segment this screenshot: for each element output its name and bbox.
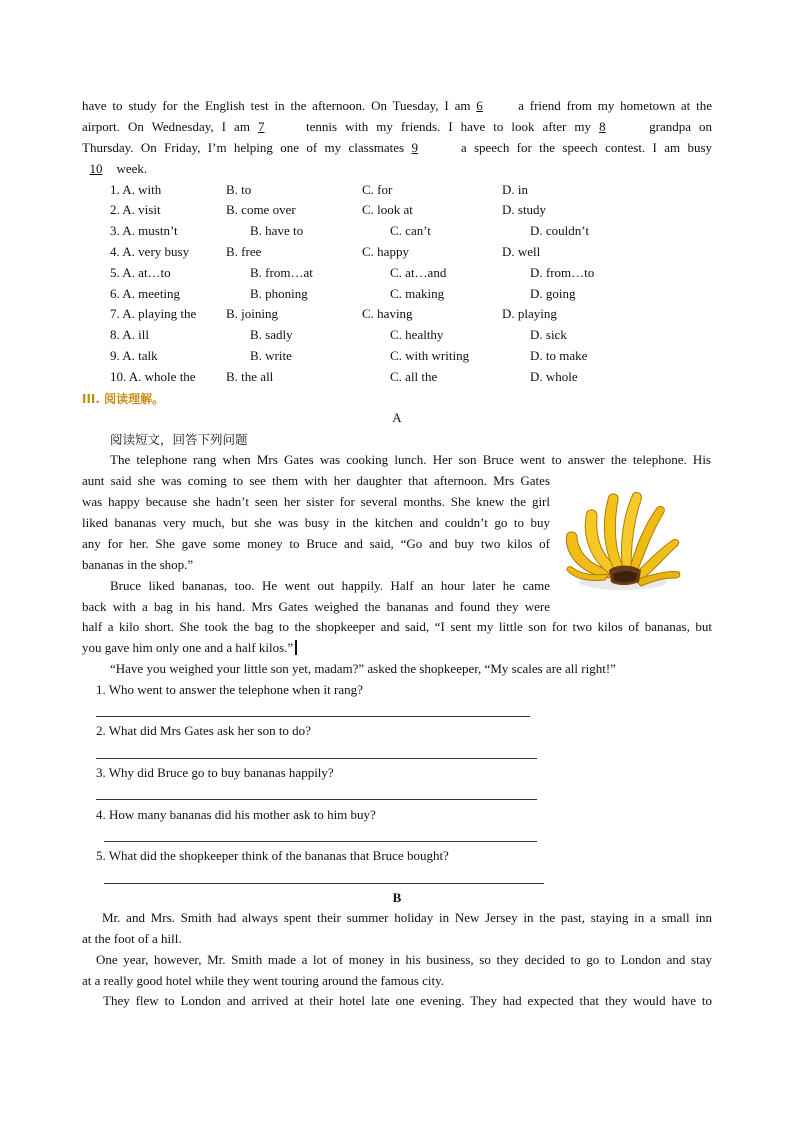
choice-10-c[interactable]: C. all the: [390, 369, 438, 384]
passage-a-line: aunt said she was coming to see them with her daughter that afternoon. Mrs Gates: [82, 473, 550, 488]
question-4: 4. How many bananas did his mother ask to him buy?: [96, 807, 376, 822]
answer-line-1[interactable]: [96, 716, 530, 717]
choice-7-d[interactable]: D. playing: [502, 306, 557, 321]
blank-6[interactable]: 6: [476, 98, 483, 113]
answer-line-2[interactable]: [96, 758, 537, 759]
passage-b-line: One year, however, Mr. Smith made a lot of money in his business, so they decided to go to London and stay: [96, 952, 712, 967]
passage-a-line: The telephone rang when Mrs Gates was cooking lunch. Her son Bruce went to answer the telephone. His: [110, 452, 711, 467]
part-b-label: B: [392, 890, 402, 905]
question-3: 3. Why did Bruce go to buy bananas happily?: [96, 765, 334, 780]
choice-7-b[interactable]: B. joining: [226, 306, 279, 321]
choice-1-c[interactable]: C. for: [362, 182, 393, 197]
choice-4-a[interactable]: 4. A. very busy: [110, 244, 190, 259]
passage-b-line: Mr. and Mrs. Smith had always spent their summer holiday in New Jersey in the past, staying in a small inn: [102, 910, 712, 925]
choice-4-d[interactable]: D. well: [502, 244, 541, 259]
choice-3-c[interactable]: C. can’t: [390, 223, 431, 238]
choice-9-d[interactable]: D. to make: [530, 348, 588, 363]
choice-2-b[interactable]: B. come over: [226, 202, 296, 217]
choice-5-b[interactable]: B. from…at: [250, 265, 313, 280]
passage-b-line: They flew to London and arrived at their hotel late one evening. They had expected that they would have to: [103, 993, 712, 1008]
passage-a-line: half a kilo short. She took the bag to the shopkeeper and said, “I sent my little son for two kilos of bananas, but: [82, 619, 712, 634]
choice-10-d[interactable]: D. whole: [530, 369, 578, 384]
choice-2-c[interactable]: C. look at: [362, 202, 413, 217]
choice-8-a[interactable]: 8. A. ill: [110, 327, 150, 342]
passage-line-2: airport. On Wednesday, I am 7 tennis with my friends. I have to look after my 8 grandpa on: [82, 119, 713, 134]
passage-a-line: back with a bag in his hand. Mrs Gates weighed the bananas and found they were: [82, 599, 550, 614]
passage-a-line: liked bananas very much, but she was busy in the kitchen and couldn’t go to buy: [82, 515, 550, 530]
text-cursor: [295, 640, 297, 655]
choice-2-d[interactable]: D. study: [502, 202, 547, 217]
passage-b-line: at a really good hotel while they went touring around the famous city.: [82, 973, 444, 988]
choice-8-d[interactable]: D. sick: [530, 327, 567, 342]
part-a-label: A: [392, 410, 402, 425]
passage-line-4: 10 week.: [82, 161, 712, 177]
part-a-instruction: 阅读短文，回答下列问题: [110, 432, 248, 447]
choice-2-a[interactable]: 2. A. visit: [110, 202, 161, 217]
choice-6-c[interactable]: C. making: [390, 286, 445, 301]
question-5: 5. What did the shopkeeper think of the bananas that Bruce bought?: [96, 848, 449, 863]
choice-8-c[interactable]: C. healthy: [390, 327, 444, 342]
answer-line-5[interactable]: [104, 883, 544, 884]
passage-a-line: bananas in the shop.”: [82, 557, 194, 572]
passage-b-line: at the foot of a hill.: [82, 931, 182, 946]
choice-9-c[interactable]: C. with writing: [390, 348, 470, 363]
passage-line-3: Thursday. On Friday, I’m helping one of my classmates 9 a speech for the speech contest. I am busy: [82, 140, 713, 155]
choice-7-a[interactable]: 7. A. playing the: [110, 306, 197, 321]
passage-a-line: was happy because she hadn’t seen her sister for several months. She knew the girl: [82, 494, 550, 509]
blank-10[interactable]: 10: [89, 161, 103, 176]
blank-9[interactable]: 9: [411, 140, 418, 155]
choice-3-d[interactable]: D. couldn’t: [530, 223, 589, 238]
choice-7-c[interactable]: C. having: [362, 306, 413, 321]
question-2: 2. What did Mrs Gates ask her son to do?: [96, 723, 311, 738]
choice-3-b[interactable]: B. have to: [250, 223, 304, 238]
choice-6-d[interactable]: D. going: [530, 286, 576, 301]
section-title: III. 阅读理解。: [82, 392, 165, 406]
blank-8[interactable]: 8: [599, 119, 606, 134]
passage-a-line: Bruce liked bananas, too. He went out happily. Half an hour later he came: [110, 578, 550, 593]
passage-line-1: have to study for the English test in the afternoon. On Tuesday, I am 6 a friend from my hometown at the: [82, 98, 713, 113]
choice-5-d[interactable]: D. from…to: [530, 265, 595, 280]
answer-line-4[interactable]: [104, 841, 537, 842]
choice-6-b[interactable]: B. phoning: [250, 286, 308, 301]
choice-1-d[interactable]: D. in: [502, 182, 528, 197]
choice-3-a[interactable]: 3. A. mustn’t: [110, 223, 178, 238]
choice-4-c[interactable]: C. happy: [362, 244, 409, 259]
choice-10-a[interactable]: 10. A. whole the: [110, 369, 196, 384]
choice-1-a[interactable]: 1. A. with: [110, 182, 162, 197]
blank-7[interactable]: 7: [257, 119, 265, 134]
choice-8-b[interactable]: B. sadly: [250, 327, 293, 342]
choice-4-b[interactable]: B. free: [226, 244, 262, 259]
passage-a-line: any for her. She gave some money to Bruce and said, “Go and buy two kilos of: [82, 536, 550, 551]
question-1: 1. Who went to answer the telephone when it rang?: [96, 682, 363, 697]
choice-6-a[interactable]: 6. A. meeting: [110, 286, 181, 301]
choice-9-a[interactable]: 9. A. talk: [110, 348, 158, 363]
answer-line-3[interactable]: [96, 799, 537, 800]
choice-10-b[interactable]: B. the all: [226, 369, 274, 384]
choice-9-b[interactable]: B. write: [250, 348, 292, 363]
bananas-image: [561, 482, 683, 610]
choice-5-a[interactable]: 5. A. at…to: [110, 265, 171, 280]
choice-5-c[interactable]: C. at…and: [390, 265, 447, 280]
passage-a-line: you gave him only one and a half kilos.”: [82, 640, 712, 656]
choice-1-b[interactable]: B. to: [226, 182, 252, 197]
passage-a-line: “Have you weighed your little son yet, madam?” asked the shopkeeper, “My scales are all right!”: [110, 661, 616, 676]
